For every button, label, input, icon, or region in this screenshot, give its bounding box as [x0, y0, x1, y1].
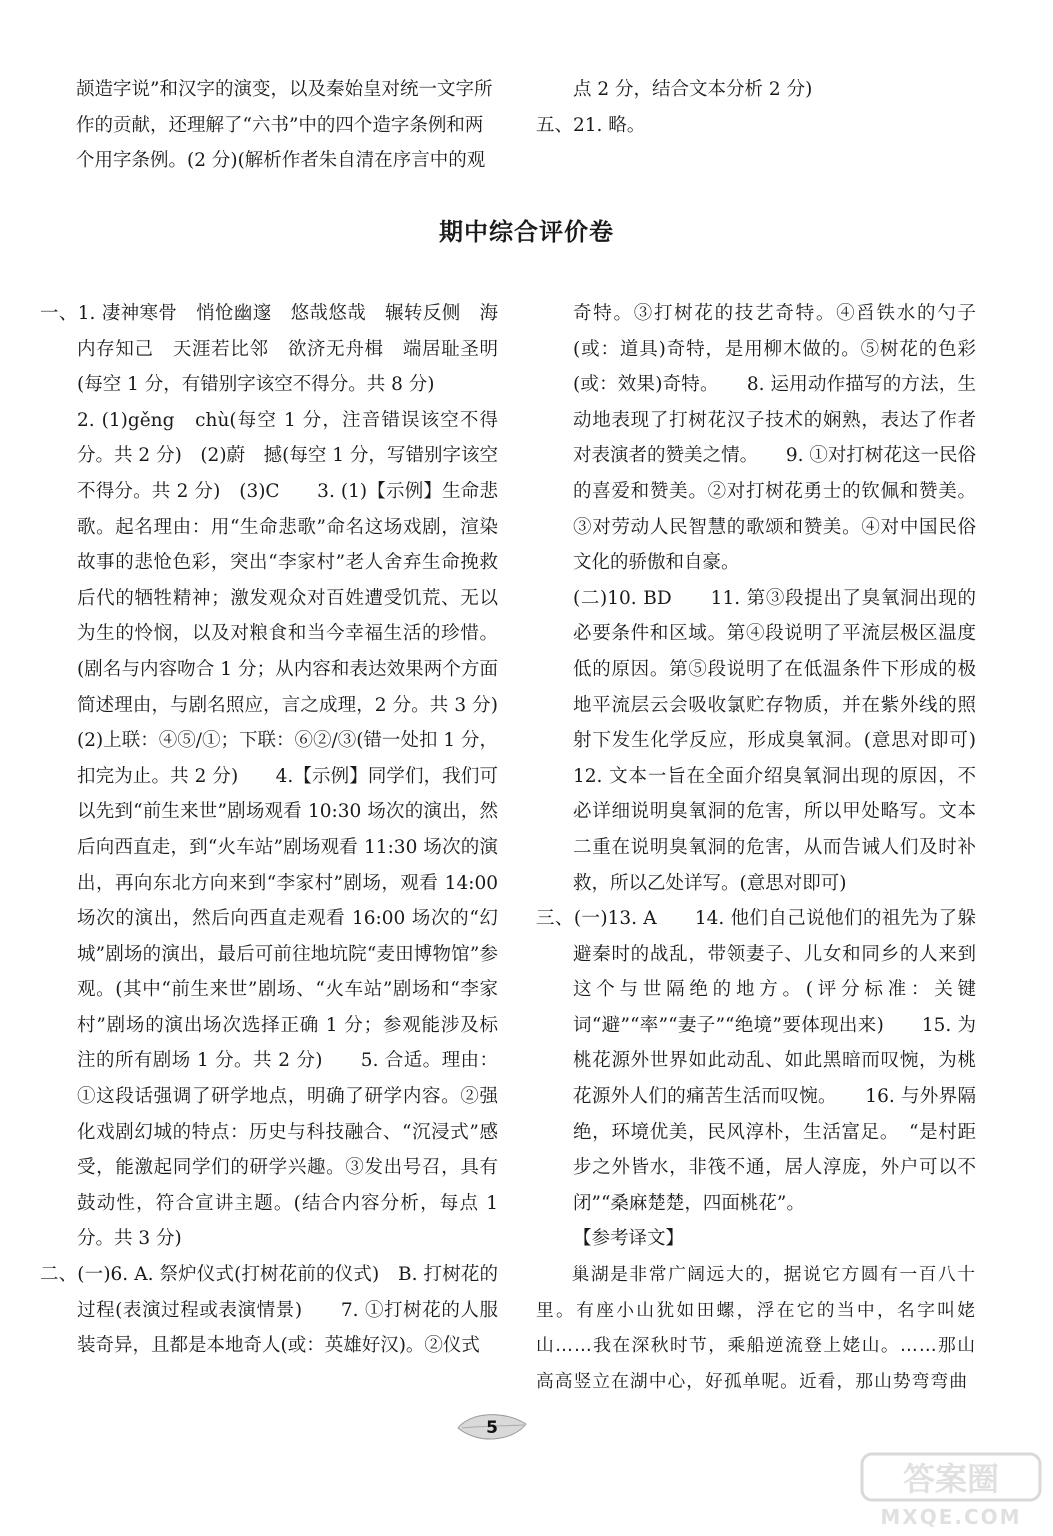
watermark: [860, 1450, 1045, 1530]
paragraph: 点 2 分，结合文本分析 2 分): [573, 79, 813, 100]
right-column: [536, 296, 1014, 1399]
watermark-logo-icon: [860, 1450, 1045, 1530]
answer-block: 二、(一)6. A. 祭炉仪式(打树花前的仪式) B. 打树花的过程(表演过程或表演情景) 7. ①打树花的人服装奇异，且都是本地奇人(或：英雄好汉)。②仪式: [40, 1264, 498, 1357]
svg-text:MXQE.COM: MXQE.COM: [880, 1505, 1022, 1529]
answer-block: 2. (1)gěng chù(每空 1 分，注音错误该空不得分。共 2 分) (2)蔚 撼(每空 1 分，写错别字该空不得分。共 2 分) (3)C 3. (1)【示例】生命悲歌。起名理由：用“生命悲歌”命名这场戏剧，渲染故事的悲怆色彩，突出“李家村”老人舍弃生命挽救后代的牺牲精神；激发观众对百姓遭受饥荒、无以为生的怜悯，以及对粮食和当今幸福生活的珍惜。(剧名与内容吻合 1 分；从内容和表达效果两个方面简述理由，与剧名照应，言之成理，2 分。共 3 分) (2)上联：④⑤/①；下联：⑥②/③(错一处扣 1 分，扣完为止。共 2 分) 4.【示例】同学们，我们可以先到“前生来世”剧场观看 10:30 场次的演出，然后向西直走，到“火车站”剧场观看 11:30 场次的演出，再向东北方向来到“李家村”剧场，观看 14:00 场次的演出，然后向西直走观看 16:00 场次的“幻城”剧场的演出，最后可前往地坑院“麦田博物馆”参观。(其中“前生来世”剧场、“火车站”剧场和“李家村”剧场的演出场次选择正确 1 分；参观能涉及标注的所有剧场 1 分。共 2 分) 5. 合适。理由：①这段话强调了研学地点，明确了研学内容。②强化戏剧幻城的特点：历史与科技融合、“沉浸式”感受，能激起同学们的研学兴趣。③发出号召，具有鼓动性，符合宣讲主题。(结合内容分析，每点 1 分。共 3 分): [77, 409, 517, 1250]
answer-block: 奇特。③打树花的技艺奇特。④舀铁水的勺子(或：道具)奇特，是用柳木做的。⑤树花的色彩(或：效果)奇特。 8. 运用动作描写的方法，生动地表现了打树花汉子技术的娴熟，表达了作者对表演者的赞美之情。 9. ①对打树花这一民俗的喜爱和赞美。②对打树花勇士的钦佩和赞美。③对劳动人民智慧的歌颂和赞美。④对中国民俗文化的骄傲和自豪。: [573, 303, 976, 574]
answer-block: 一、1. 凄神寒骨 悄怆幽邃 悠哉悠哉 辗转反侧 海内存知己 天涯若比邻 欲济无舟楫 端居耻圣明(每空 1 分，有错别字该空不得分。共 8 分): [40, 303, 498, 396]
answer-block: (二)10. BD 11. 第③段提出了臭氧洞出现的必要条件和区域。第④段说明了平流层极区温度低的原因。第⑤段说明了在低温条件下形成的极地平流层云会吸收氯贮存物质，并在紫外线的照射下发生化学反应，形成臭氧洞。(意思对即可) 12. 文本一旨在全面介绍臭氧洞出现的原因，不必详细说明臭氧洞的危害，所以甲处略写。文本二重在说明臭氧洞的危害，从而告诫人们及时补救，所以乙处详写。(意思对即可): [573, 587, 1014, 894]
paragraph: 作的贡献，还理解了“六书”中的四个造字条例和两: [76, 114, 484, 136]
svg-text:答案圈: 答案圈: [902, 1460, 1000, 1498]
top-left-column: [76, 72, 500, 179]
answer-block: 三、(一)13. A 14. 他们自己说他们的祖先为了躲避秦时的战乱，带领妻子、儿女和同乡的人来到这个与世隔绝的地方。(评分标准：关键词“避”“率”“妻子”“绝境”要体现出来) 15. 为桃花源外世界如此动乱、如此黑暗而叹惋，为桃花源外人们的痛苦生活而叹惋。 16. 与外界隔绝，环境优美，民风淳朴，生活富足。 “是村距步之外皆水，非筏不通，居人淳庞，外户可以不闭”“桑麻楚楚，四面桃花”。: [536, 908, 976, 1214]
paragraph: 个用字条例。(2 分)(解析作者朱自清在序言中的观: [76, 150, 486, 172]
reference-translation-label: 【参考译文】: [573, 1228, 685, 1250]
paragraph: 颉造字说”和汉字的演变，以及秦始皇对统一文字所: [76, 79, 493, 100]
top-right-column: [536, 72, 976, 143]
page-number: 5: [486, 1418, 498, 1438]
left-column: [40, 296, 517, 1364]
reference-translation: 巢湖是非常广阔远大的，据说它方圆有一百八十里。有座小山犹如田螺，浮在它的当中，名字叫姥山……我在深秋时节，乘船逆流登上姥山。……那山高高竖立在湖中心，好孤单呢。近看，那山势弯弯曲: [536, 1264, 976, 1392]
section-title: 期中综合评价卷: [439, 218, 614, 246]
page-number-badge: [452, 1410, 532, 1446]
paragraph: 五、21. 略。: [536, 114, 646, 136]
